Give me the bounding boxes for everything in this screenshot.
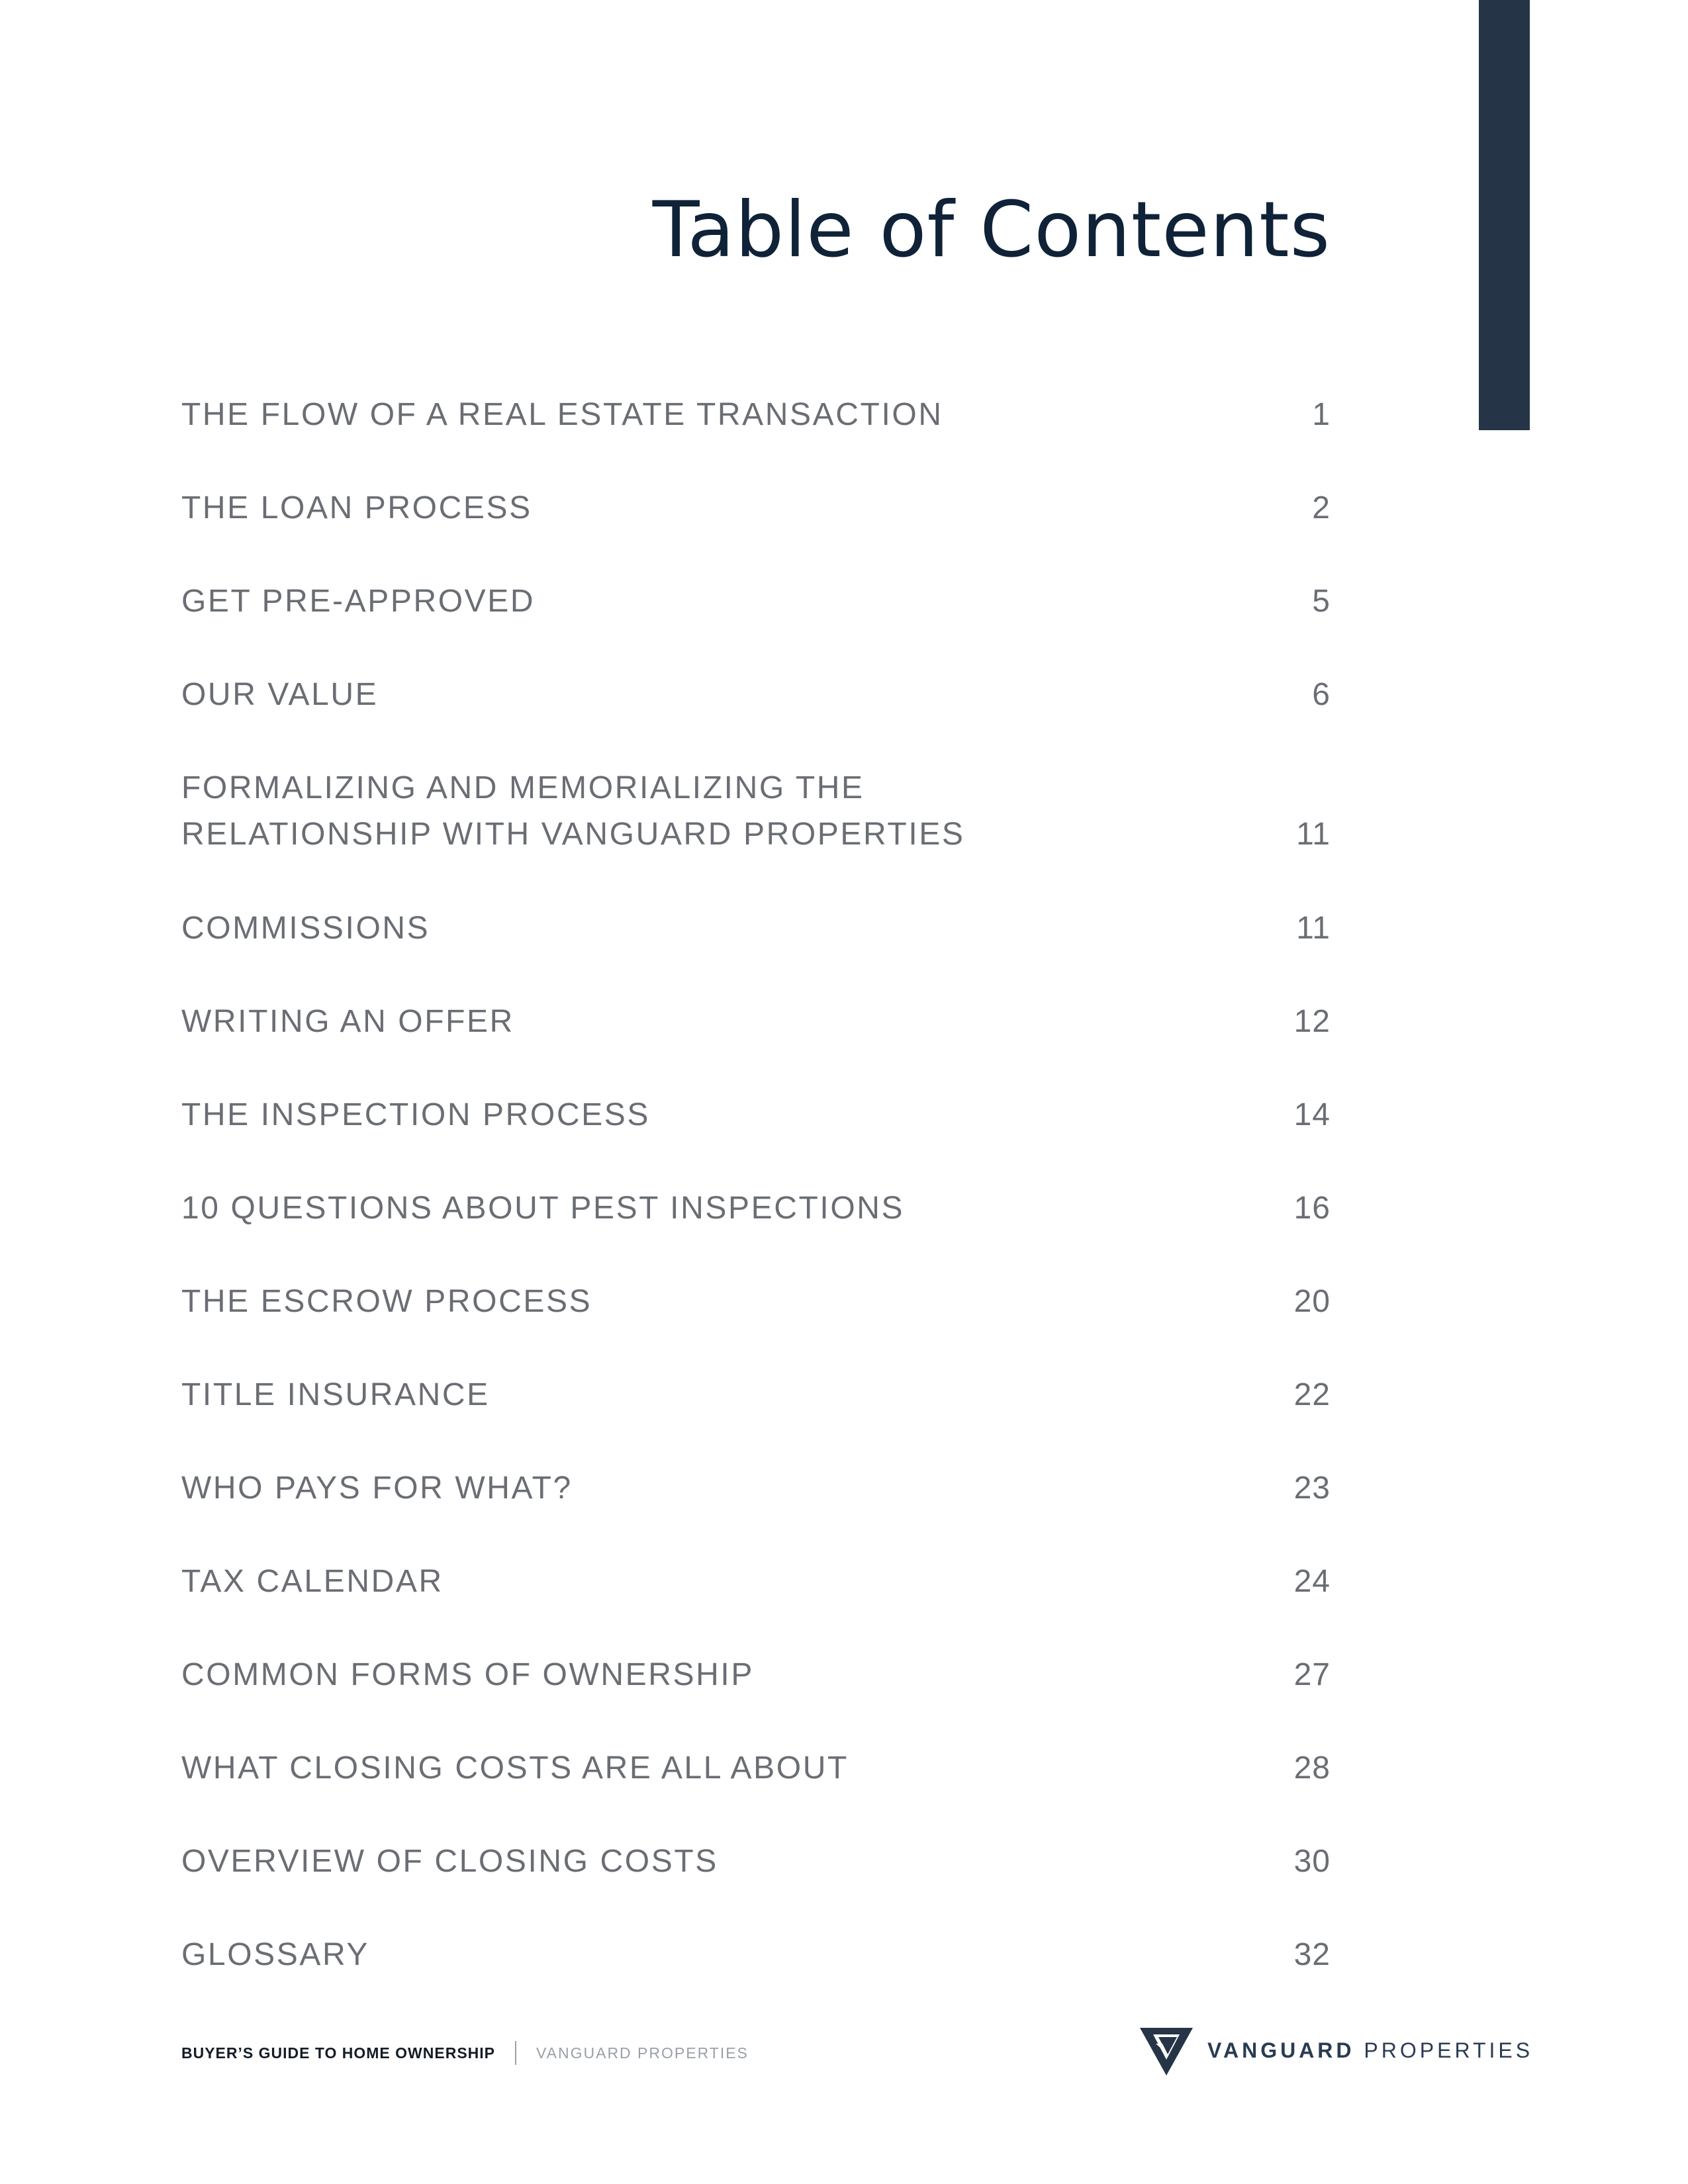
toc-entry-page-number: 27 xyxy=(1293,1657,1331,1692)
page-footer xyxy=(181,2040,749,2066)
toc-entry[interactable] xyxy=(181,1279,1331,1325)
toc-entry-title: THE INSPECTION PROCESS xyxy=(181,1097,650,1132)
toc-entry-title: WRITING AN OFFER xyxy=(181,1004,514,1039)
toc-entry-title: FORMALIZING AND MEMORIALIZING THE RELATIONSHIP WITH VANGUARD PROPERTIES xyxy=(181,770,965,852)
toc-entry[interactable] xyxy=(181,1745,1331,1792)
toc-entry-title: OVERVIEW OF CLOSING COSTS xyxy=(181,1844,718,1879)
toc-entry-page-number: 20 xyxy=(1293,1284,1331,1319)
toc-entry[interactable] xyxy=(181,392,1331,438)
toc-entry-title: COMMON FORMS OF OWNERSHIP xyxy=(181,1657,754,1692)
toc-entry-page-number: 16 xyxy=(1293,1191,1331,1226)
toc-entry[interactable] xyxy=(181,1652,1331,1698)
toc-entry[interactable] xyxy=(181,1559,1331,1605)
toc-entry-title: TITLE INSURANCE xyxy=(181,1377,490,1412)
toc-entry-page-number: 11 xyxy=(1296,817,1331,852)
toc-entry-title: OUR VALUE xyxy=(181,677,379,712)
toc-entry[interactable] xyxy=(181,578,1331,625)
toc-entry[interactable] xyxy=(181,765,1331,858)
toc-entry-page-number: 11 xyxy=(1296,911,1331,946)
footer-guide-title: BUYER’S GUIDE TO HOME OWNERSHIP xyxy=(181,2044,496,2062)
side-accent-tab xyxy=(1479,0,1530,430)
logo-wordmark xyxy=(1207,2038,1533,2063)
page-title: Table of Contents xyxy=(652,185,1331,275)
toc-entry-title: 10 QUESTIONS ABOUT PEST INSPECTIONS xyxy=(181,1191,905,1226)
toc-entry-page-number: 24 xyxy=(1293,1564,1331,1599)
toc-entry[interactable] xyxy=(181,1839,1331,1885)
toc-entry[interactable] xyxy=(181,485,1331,531)
toc-entry[interactable] xyxy=(181,1465,1331,1512)
toc-entry-title: GET PRE-APPROVED xyxy=(181,584,536,619)
toc-entry[interactable] xyxy=(181,905,1331,952)
toc-entry[interactable] xyxy=(181,1372,1331,1418)
company-logo xyxy=(1139,2024,1533,2077)
toc-entry-title: THE LOAN PROCESS xyxy=(181,490,532,525)
toc-entry-page-number: 1 xyxy=(1312,397,1331,432)
toc-entry-title: GLOSSARY xyxy=(181,1937,370,1972)
toc-entry[interactable] xyxy=(181,672,1331,718)
logo-name-light: PROPERTIES xyxy=(1364,2038,1534,2062)
toc-entry-page-number: 32 xyxy=(1293,1937,1331,1972)
toc-entry[interactable] xyxy=(181,1932,1331,1978)
toc-entry-page-number: 14 xyxy=(1293,1097,1331,1132)
toc-entry-page-number: 28 xyxy=(1293,1751,1331,1786)
vanguard-v-logo-icon xyxy=(1139,2024,1194,2077)
toc-entry-page-number: 22 xyxy=(1293,1377,1331,1412)
toc-entry-title: COMMISSIONS xyxy=(181,911,430,946)
toc-entry[interactable] xyxy=(181,999,1331,1045)
toc-entry-page-number: 30 xyxy=(1293,1844,1331,1879)
toc-entry-title: WHO PAYS FOR WHAT? xyxy=(181,1471,573,1506)
toc-entry-page-number: 23 xyxy=(1293,1471,1331,1506)
toc-entry-title: WHAT CLOSING COSTS ARE ALL ABOUT xyxy=(181,1751,849,1786)
toc-entry-title: THE ESCROW PROCESS xyxy=(181,1284,592,1319)
toc-entry-page-number: 12 xyxy=(1293,1004,1331,1039)
footer-divider xyxy=(515,2041,516,2065)
logo-name-bold: VANGUARD xyxy=(1207,2038,1355,2062)
toc-entry[interactable] xyxy=(181,1092,1331,1138)
toc-entry-page-number: 5 xyxy=(1312,584,1331,619)
footer-company-name: VANGUARD PROPERTIES xyxy=(536,2044,749,2062)
toc-entry-title: TAX CALENDAR xyxy=(181,1564,444,1599)
toc-entry-page-number: 2 xyxy=(1312,490,1331,525)
toc-entry-page-number: 6 xyxy=(1312,677,1331,712)
toc-entry[interactable] xyxy=(181,1185,1331,1232)
toc-entry-title: THE FLOW OF A REAL ESTATE TRANSACTION xyxy=(181,397,943,432)
